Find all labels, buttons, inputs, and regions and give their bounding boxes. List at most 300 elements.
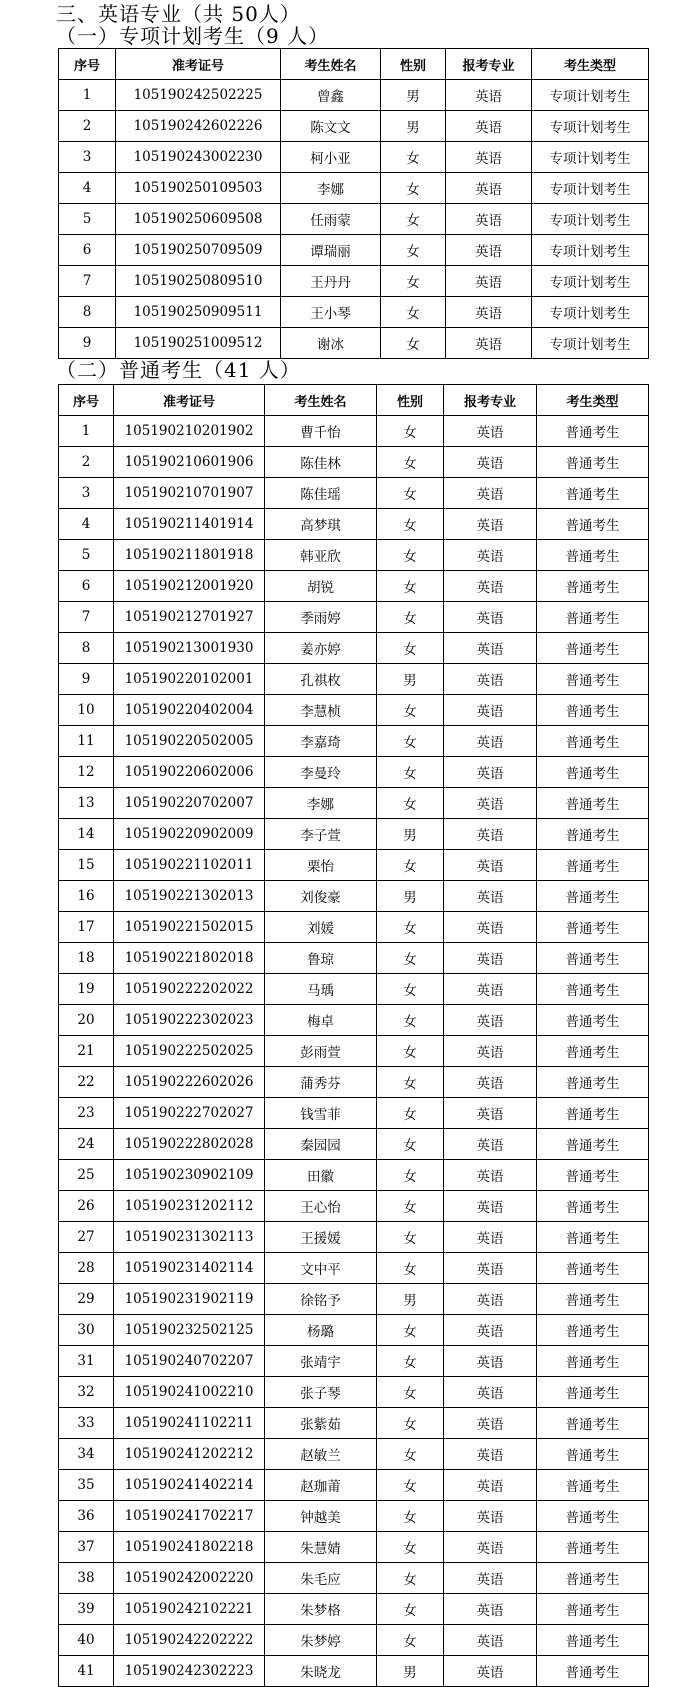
exam-id-cell: 105190250609508 [116,204,281,235]
serial-number-cell: 33 [59,1408,114,1439]
table-row [59,850,649,881]
candidate-name-cell: 蒲秀芬 [265,1067,377,1098]
major-cell: 英语 [444,1129,537,1160]
exam-id-cell: 105190210201902 [114,416,265,447]
candidate-type-cell: 普通考生 [537,571,649,602]
table-row [59,1036,649,1067]
exam-id-cell: 105190210701907 [114,478,265,509]
exam-id-cell: 105190242602226 [116,111,281,142]
table-row [59,1284,649,1315]
candidate-name-cell: 徐铭予 [265,1284,377,1315]
table-row [59,571,649,602]
serial-number-cell: 23 [59,1098,114,1129]
column-header-candidate-name: 考生姓名 [281,49,381,80]
serial-number-cell: 4 [59,509,114,540]
gender-cell: 女 [377,1532,444,1563]
candidate-name-cell: 杨璐 [265,1315,377,1346]
major-cell: 英语 [444,1067,537,1098]
gender-cell: 女 [377,1315,444,1346]
table-row [59,1191,649,1222]
candidate-name-cell: 李嘉琦 [265,726,377,757]
serial-number-cell: 2 [59,111,116,142]
table-row [59,633,649,664]
candidate-name-cell: 孔祺枚 [265,664,377,695]
exam-id-cell: 105190232502125 [114,1315,265,1346]
column-header-serial-number: 序号 [59,385,114,416]
serial-number-cell: 7 [59,602,114,633]
candidate-name-cell: 曹千怡 [265,416,377,447]
table-header-row [59,385,649,416]
exam-id-cell: 105190242502225 [116,80,281,111]
exam-id-cell: 105190222502025 [114,1036,265,1067]
column-header-serial-number: 序号 [59,49,116,80]
serial-number-cell: 8 [59,633,114,664]
candidate-type-cell: 普通考生 [537,1222,649,1253]
candidate-type-cell: 普通考生 [537,788,649,819]
table-row [59,80,649,111]
gender-cell: 男 [377,881,444,912]
serial-number-cell: 12 [59,757,114,788]
candidate-name-cell: 李子萱 [265,819,377,850]
gender-cell: 女 [377,1501,444,1532]
table-row [59,881,649,912]
candidate-type-cell: 普通考生 [537,1253,649,1284]
gender-cell: 女 [377,416,444,447]
serial-number-cell: 24 [59,1129,114,1160]
candidate-type-cell: 普通考生 [537,416,649,447]
serial-number-cell: 29 [59,1284,114,1315]
gender-cell: 女 [377,571,444,602]
candidate-type-cell: 普通考生 [537,1160,649,1191]
gender-cell: 女 [377,447,444,478]
exam-id-cell: 105190222202022 [114,974,265,1005]
candidate-name-cell: 刘俊豪 [265,881,377,912]
exam-id-cell: 105190221102011 [114,850,265,881]
candidate-type-cell: 普通考生 [537,850,649,881]
candidate-type-cell: 普通考生 [537,478,649,509]
candidate-type-cell: 普通考生 [537,1470,649,1501]
serial-number-cell: 9 [59,328,116,359]
table-row [59,943,649,974]
candidate-name-cell: 谭瑞丽 [281,235,381,266]
candidate-name-cell: 朱晓龙 [265,1656,377,1687]
gender-cell: 女 [377,1191,444,1222]
candidate-type-cell: 普通考生 [537,1284,649,1315]
candidate-type-cell: 普通考生 [537,1532,649,1563]
candidate-type-cell: 普通考生 [537,1098,649,1129]
candidate-name-cell: 鲁琼 [265,943,377,974]
serial-number-cell: 16 [59,881,114,912]
candidate-type-cell: 普通考生 [537,1191,649,1222]
table-row [59,478,649,509]
gender-cell: 女 [377,509,444,540]
major-cell: 英语 [444,1532,537,1563]
major-cell: 英语 [444,974,537,1005]
exam-id-cell: 105190220502005 [114,726,265,757]
serial-number-cell: 30 [59,1315,114,1346]
serial-number-cell: 8 [59,297,116,328]
candidate-name-cell: 王心怡 [265,1191,377,1222]
candidate-name-cell: 田徽 [265,1160,377,1191]
major-cell: 英语 [444,819,537,850]
special-plan-table [58,48,649,359]
serial-number-cell: 40 [59,1625,114,1656]
candidate-type-cell: 普通考生 [537,1501,649,1532]
gender-cell: 女 [377,1470,444,1501]
major-cell: 英语 [444,1625,537,1656]
major-cell: 英语 [444,695,537,726]
exam-id-cell: 105190241002210 [114,1377,265,1408]
candidate-type-cell: 普通考生 [537,1377,649,1408]
candidate-type-cell: 普通考生 [537,1594,649,1625]
candidate-name-cell: 马瑀 [265,974,377,1005]
table-row [59,204,649,235]
candidate-name-cell: 梅卓 [265,1005,377,1036]
major-cell: 英语 [446,235,532,266]
major-cell: 英语 [444,943,537,974]
serial-number-cell: 27 [59,1222,114,1253]
exam-id-cell: 105190220702007 [114,788,265,819]
exam-id-cell: 105190231902119 [114,1284,265,1315]
table-row [59,1067,649,1098]
serial-number-cell: 36 [59,1501,114,1532]
table-row [59,912,649,943]
serial-number-cell: 31 [59,1346,114,1377]
column-header-major: 报考专业 [446,49,532,80]
major-cell: 英语 [444,478,537,509]
exam-id-cell: 105190210601906 [114,447,265,478]
serial-number-cell: 20 [59,1005,114,1036]
exam-id-cell: 105190250809510 [116,266,281,297]
major-cell: 英语 [444,1098,537,1129]
candidate-type-cell: 普通考生 [537,881,649,912]
major-cell: 英语 [444,1284,537,1315]
candidate-type-cell: 普通考生 [537,1036,649,1067]
exam-id-cell: 105190221802018 [114,943,265,974]
candidate-name-cell: 任雨蒙 [281,204,381,235]
table-row [59,328,649,359]
candidate-name-cell: 栗怡 [265,850,377,881]
major-cell: 英语 [444,1222,537,1253]
major-cell: 英语 [444,1036,537,1067]
table-row [59,1222,649,1253]
exam-id-cell: 105190243002230 [116,142,281,173]
table-body [59,416,649,1687]
gender-cell: 女 [377,695,444,726]
serial-number-cell: 7 [59,266,116,297]
column-header-exam-id: 准考证号 [116,49,281,80]
serial-number-cell: 3 [59,478,114,509]
serial-number-cell: 1 [59,416,114,447]
candidate-type-cell: 普通考生 [537,1005,649,1036]
exam-id-cell: 105190220102001 [114,664,265,695]
exam-id-cell: 105190242302223 [114,1656,265,1687]
major-cell: 英语 [444,1470,537,1501]
serial-number-cell: 11 [59,726,114,757]
table-header-row [59,49,649,80]
serial-number-cell: 19 [59,974,114,1005]
major-cell: 英语 [444,1005,537,1036]
exam-id-cell: 105190222702027 [114,1098,265,1129]
serial-number-cell: 10 [59,695,114,726]
candidate-name-cell: 朱梦婷 [265,1625,377,1656]
serial-number-cell: 3 [59,142,116,173]
candidate-type-cell: 专项计划考生 [532,328,649,359]
serial-number-cell: 6 [59,571,114,602]
candidate-type-cell: 普通考生 [537,1408,649,1439]
candidate-type-cell: 专项计划考生 [532,173,649,204]
gender-cell: 女 [377,974,444,1005]
major-cell: 英语 [444,1563,537,1594]
exam-id-cell: 105190241202212 [114,1439,265,1470]
exam-id-cell: 105190241702217 [114,1501,265,1532]
exam-id-cell: 105190242202222 [114,1625,265,1656]
major-cell: 英语 [444,1191,537,1222]
gender-cell: 女 [377,1346,444,1377]
table-row [59,1377,649,1408]
candidate-type-cell: 专项计划考生 [532,111,649,142]
candidate-type-cell: 专项计划考生 [532,204,649,235]
gender-cell: 女 [377,1005,444,1036]
column-header-candidate-type: 考生类型 [532,49,649,80]
exam-id-cell: 105190222302023 [114,1005,265,1036]
candidate-name-cell: 李娜 [281,173,381,204]
exam-id-cell: 105190220602006 [114,757,265,788]
gender-cell: 女 [381,266,446,297]
serial-number-cell: 15 [59,850,114,881]
exam-id-cell: 105190242002220 [114,1563,265,1594]
exam-id-cell: 105190231202112 [114,1191,265,1222]
column-header-gender: 性别 [377,385,444,416]
table-row [59,602,649,633]
major-cell: 英语 [444,726,537,757]
gender-cell: 男 [377,1284,444,1315]
subsection-title-general: （二）普通考生（41 人） [56,358,301,382]
candidate-type-cell: 普通考生 [537,974,649,1005]
serial-number-cell: 17 [59,912,114,943]
serial-number-cell: 21 [59,1036,114,1067]
exam-id-cell: 105190220902009 [114,819,265,850]
major-cell: 英语 [444,1253,537,1284]
table-row [59,297,649,328]
exam-id-cell: 105190222602026 [114,1067,265,1098]
major-cell: 英语 [444,1439,537,1470]
candidate-type-cell: 普通考生 [537,695,649,726]
table-row [59,695,649,726]
exam-id-cell: 105190220402004 [114,695,265,726]
candidate-name-cell: 钟越美 [265,1501,377,1532]
table-row [59,1408,649,1439]
gender-cell: 女 [377,788,444,819]
candidate-type-cell: 普通考生 [537,757,649,788]
major-cell: 英语 [446,111,532,142]
gender-cell: 女 [381,173,446,204]
major-cell: 英语 [444,1501,537,1532]
candidate-name-cell: 陈文文 [281,111,381,142]
gender-cell: 女 [377,1408,444,1439]
candidate-name-cell: 钱雪菲 [265,1098,377,1129]
column-header-exam-id: 准考证号 [114,385,265,416]
serial-number-cell: 9 [59,664,114,695]
serial-number-cell: 35 [59,1470,114,1501]
major-cell: 英语 [444,788,537,819]
candidate-name-cell: 姜亦婷 [265,633,377,664]
serial-number-cell: 4 [59,173,116,204]
major-cell: 英语 [446,204,532,235]
exam-id-cell: 105190211801918 [114,540,265,571]
gender-cell: 女 [377,1160,444,1191]
candidate-name-cell: 谢冰 [281,328,381,359]
exam-id-cell: 105190250909511 [116,297,281,328]
serial-number-cell: 5 [59,204,116,235]
candidate-type-cell: 专项计划考生 [532,297,649,328]
major-cell: 英语 [446,328,532,359]
candidate-name-cell: 陈佳瑶 [265,478,377,509]
major-cell: 英语 [444,571,537,602]
table-row [59,416,649,447]
table-row [59,173,649,204]
candidate-name-cell: 高梦琪 [265,509,377,540]
serial-number-cell: 18 [59,943,114,974]
table-row [59,235,649,266]
table-row [59,1470,649,1501]
major-cell: 英语 [444,1408,537,1439]
table-row [59,509,649,540]
table-row [59,1129,649,1160]
column-header-gender: 性别 [381,49,446,80]
column-header-major: 报考专业 [444,385,537,416]
serial-number-cell: 39 [59,1594,114,1625]
candidate-type-cell: 专项计划考生 [532,235,649,266]
gender-cell: 女 [377,912,444,943]
gender-cell: 男 [377,819,444,850]
major-cell: 英语 [444,540,537,571]
exam-id-cell: 105190230902109 [114,1160,265,1191]
table-row [59,1501,649,1532]
serial-number-cell: 25 [59,1160,114,1191]
major-cell: 英语 [444,602,537,633]
major-cell: 英语 [444,1656,537,1687]
gender-cell: 女 [377,1253,444,1284]
major-cell: 英语 [446,266,532,297]
gender-cell: 女 [381,328,446,359]
table-row [59,142,649,173]
gender-cell: 女 [377,943,444,974]
candidate-name-cell: 秦园园 [265,1129,377,1160]
serial-number-cell: 22 [59,1067,114,1098]
major-cell: 英语 [444,447,537,478]
exam-id-cell: 105190241802218 [114,1532,265,1563]
exam-id-cell: 105190240702207 [114,1346,265,1377]
table-row [59,726,649,757]
serial-number-cell: 32 [59,1377,114,1408]
major-cell: 英语 [444,1346,537,1377]
major-cell: 英语 [444,881,537,912]
serial-number-cell: 5 [59,540,114,571]
serial-number-cell: 26 [59,1191,114,1222]
table-row [59,1656,649,1687]
gender-cell: 女 [377,757,444,788]
candidate-type-cell: 普通考生 [537,912,649,943]
candidate-name-cell: 朱梦格 [265,1594,377,1625]
table-row [59,266,649,297]
serial-number-cell: 13 [59,788,114,819]
table-row [59,974,649,1005]
candidate-type-cell: 普通考生 [537,1625,649,1656]
table-row [59,757,649,788]
table-row [59,1315,649,1346]
candidate-name-cell: 王小琴 [281,297,381,328]
candidate-name-cell: 张紫茹 [265,1408,377,1439]
serial-number-cell: 1 [59,80,116,111]
candidate-type-cell: 普通考生 [537,633,649,664]
candidate-type-cell: 普通考生 [537,447,649,478]
table-row [59,1005,649,1036]
gender-cell: 女 [377,850,444,881]
table-row [59,111,649,142]
major-cell: 英语 [444,757,537,788]
gender-cell: 女 [377,478,444,509]
major-cell: 英语 [444,1594,537,1625]
candidate-type-cell: 专项计划考生 [532,80,649,111]
serial-number-cell: 34 [59,1439,114,1470]
table-body [59,80,649,359]
exam-id-cell: 105190231402114 [114,1253,265,1284]
gender-cell: 女 [377,726,444,757]
candidate-name-cell: 胡锐 [265,571,377,602]
gender-cell: 女 [377,1036,444,1067]
candidate-name-cell: 曾鑫 [281,80,381,111]
candidate-name-cell: 文中平 [265,1253,377,1284]
table-row [59,788,649,819]
subsection-title-special: （一）专项计划考生（9 人） [56,24,330,48]
candidate-name-cell: 李慧桢 [265,695,377,726]
exam-id-cell: 105190241402214 [114,1470,265,1501]
serial-number-cell: 14 [59,819,114,850]
table-row [59,540,649,571]
major-cell: 英语 [444,664,537,695]
candidate-name-cell: 陈佳林 [265,447,377,478]
major-cell: 英语 [444,416,537,447]
table-row [59,1532,649,1563]
section-title: 三、英语专业（共 50人） [56,2,301,26]
exam-id-cell: 105190241102211 [114,1408,265,1439]
exam-id-cell: 105190231302113 [114,1222,265,1253]
gender-cell: 女 [377,1563,444,1594]
exam-id-cell: 105190251009512 [116,328,281,359]
candidate-name-cell: 彭雨萱 [265,1036,377,1067]
candidate-name-cell: 张靖宇 [265,1346,377,1377]
candidate-type-cell: 普通考生 [537,1656,649,1687]
candidate-name-cell: 王援媛 [265,1222,377,1253]
major-cell: 英语 [446,173,532,204]
column-header-candidate-name: 考生姓名 [265,385,377,416]
exam-id-cell: 105190250109503 [116,173,281,204]
exam-id-cell: 105190213001930 [114,633,265,664]
gender-cell: 男 [381,80,446,111]
table-row [59,1625,649,1656]
candidate-type-cell: 普通考生 [537,1067,649,1098]
candidate-name-cell: 赵敏兰 [265,1439,377,1470]
major-cell: 英语 [446,80,532,111]
candidate-type-cell: 普通考生 [537,664,649,695]
candidate-name-cell: 赵珈莆 [265,1470,377,1501]
general-candidates-table [58,384,649,1687]
gender-cell: 男 [377,664,444,695]
candidate-type-cell: 专项计划考生 [532,266,649,297]
exam-id-cell: 105190242102221 [114,1594,265,1625]
candidate-type-cell: 普通考生 [537,819,649,850]
